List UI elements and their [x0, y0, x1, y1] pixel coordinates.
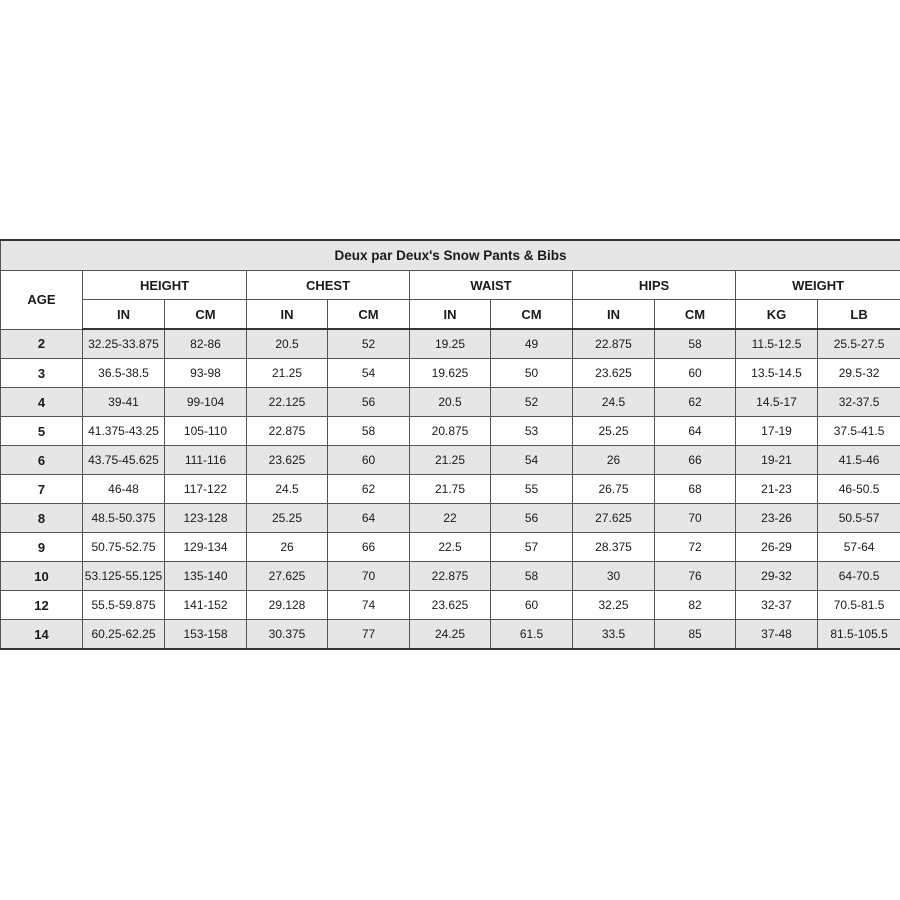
- waist-cm-cell: 53: [491, 417, 573, 446]
- waist-cm-cell: 55: [491, 475, 573, 504]
- height-in-cell: 46-48: [83, 475, 165, 504]
- age-cell: 10: [1, 562, 83, 591]
- chest-cm-cell: 66: [328, 533, 410, 562]
- weight-lb-cell: 81.5-105.5: [818, 620, 900, 650]
- weight-lb-cell: 70.5-81.5: [818, 591, 900, 620]
- hips-cm-cell: 72: [655, 533, 736, 562]
- waist-cm-cell: 52: [491, 388, 573, 417]
- height-cm-cell: 153-158: [165, 620, 247, 650]
- age-cell: 5: [1, 417, 83, 446]
- height-cm-cell: 141-152: [165, 591, 247, 620]
- waist-in-cell: 20.5: [410, 388, 491, 417]
- waist-cm-cell: 56: [491, 504, 573, 533]
- weight-kg-cell: 17-19: [736, 417, 818, 446]
- height-cm-cell: 129-134: [165, 533, 247, 562]
- hips-cm-cell: 60: [655, 359, 736, 388]
- unit-header-height-in: IN: [83, 300, 165, 330]
- age-cell: 2: [1, 329, 83, 359]
- waist-in-cell: 23.625: [410, 591, 491, 620]
- age-cell: 8: [1, 504, 83, 533]
- waist-cm-cell: 57: [491, 533, 573, 562]
- hips-in-cell: 27.625: [573, 504, 655, 533]
- hips-in-cell: 23.625: [573, 359, 655, 388]
- chest-in-cell: 22.125: [247, 388, 328, 417]
- hips-cm-cell: 82: [655, 591, 736, 620]
- chest-in-cell: 21.25: [247, 359, 328, 388]
- weight-kg-cell: 37-48: [736, 620, 818, 650]
- hips-cm-cell: 68: [655, 475, 736, 504]
- waist-cm-cell: 50: [491, 359, 573, 388]
- weight-kg-cell: 19-21: [736, 446, 818, 475]
- table-row: [1, 504, 900, 533]
- waist-cm-cell: 58: [491, 562, 573, 591]
- height-in-cell: 60.25-62.25: [83, 620, 165, 650]
- height-cm-cell: 111-116: [165, 446, 247, 475]
- age-cell: 14: [1, 620, 83, 650]
- weight-kg-cell: 14.5-17: [736, 388, 818, 417]
- waist-in-cell: 22: [410, 504, 491, 533]
- weight-lb-cell: 29.5-32: [818, 359, 900, 388]
- waist-cm-cell: 61.5: [491, 620, 573, 650]
- weight-kg-cell: 11.5-12.5: [736, 329, 818, 359]
- height-in-cell: 50.75-52.75: [83, 533, 165, 562]
- weight-kg-cell: 21-23: [736, 475, 818, 504]
- hips-cm-cell: 58: [655, 329, 736, 359]
- hips-in-cell: 25.25: [573, 417, 655, 446]
- hips-cm-cell: 76: [655, 562, 736, 591]
- height-in-cell: 32.25-33.875: [83, 329, 165, 359]
- hips-in-cell: 26.75: [573, 475, 655, 504]
- group-header-weight: WEIGHT: [736, 271, 900, 300]
- height-cm-cell: 135-140: [165, 562, 247, 591]
- age-cell: 9: [1, 533, 83, 562]
- height-cm-cell: 123-128: [165, 504, 247, 533]
- chest-cm-cell: 52: [328, 329, 410, 359]
- unit-header-hips-cm: CM: [655, 300, 736, 330]
- group-header-waist: WAIST: [410, 271, 573, 300]
- table-row: [1, 591, 900, 620]
- table-row: [1, 475, 900, 504]
- unit-header-height-cm: CM: [165, 300, 247, 330]
- waist-in-cell: 20.875: [410, 417, 491, 446]
- weight-lb-cell: 37.5-41.5: [818, 417, 900, 446]
- table-row: [1, 417, 900, 446]
- weight-lb-cell: 46-50.5: [818, 475, 900, 504]
- weight-lb-cell: 41.5-46: [818, 446, 900, 475]
- weight-kg-cell: 13.5-14.5: [736, 359, 818, 388]
- chest-cm-cell: 60: [328, 446, 410, 475]
- unit-header-hips-in: IN: [573, 300, 655, 330]
- size-table-body: [1, 329, 900, 649]
- chest-cm-cell: 64: [328, 504, 410, 533]
- age-cell: 6: [1, 446, 83, 475]
- table-row: [1, 388, 900, 417]
- waist-cm-cell: 49: [491, 329, 573, 359]
- weight-lb-cell: 32-37.5: [818, 388, 900, 417]
- weight-kg-cell: 32-37: [736, 591, 818, 620]
- weight-kg-cell: 29-32: [736, 562, 818, 591]
- waist-in-cell: 22.875: [410, 562, 491, 591]
- waist-in-cell: 19.625: [410, 359, 491, 388]
- weight-lb-cell: 25.5-27.5: [818, 329, 900, 359]
- hips-in-cell: 24.5: [573, 388, 655, 417]
- waist-in-cell: 19.25: [410, 329, 491, 359]
- chest-in-cell: 27.625: [247, 562, 328, 591]
- waist-in-cell: 21.75: [410, 475, 491, 504]
- age-cell: 7: [1, 475, 83, 504]
- hips-cm-cell: 66: [655, 446, 736, 475]
- table-row: [1, 562, 900, 591]
- height-in-cell: 53.125-55.125: [83, 562, 165, 591]
- unit-header-chest-cm: CM: [328, 300, 410, 330]
- height-cm-cell: 82-86: [165, 329, 247, 359]
- hips-in-cell: 28.375: [573, 533, 655, 562]
- chest-cm-cell: 74: [328, 591, 410, 620]
- chest-cm-cell: 70: [328, 562, 410, 591]
- chest-in-cell: 29.128: [247, 591, 328, 620]
- hips-cm-cell: 64: [655, 417, 736, 446]
- hips-cm-cell: 70: [655, 504, 736, 533]
- unit-header-row: [1, 300, 900, 330]
- table-row: [1, 533, 900, 562]
- height-cm-cell: 93-98: [165, 359, 247, 388]
- chest-in-cell: 23.625: [247, 446, 328, 475]
- table-row: [1, 359, 900, 388]
- chest-in-cell: 26: [247, 533, 328, 562]
- hips-in-cell: 26: [573, 446, 655, 475]
- weight-kg-cell: 23-26: [736, 504, 818, 533]
- height-in-cell: 48.5-50.375: [83, 504, 165, 533]
- height-in-cell: 43.75-45.625: [83, 446, 165, 475]
- age-cell: 12: [1, 591, 83, 620]
- weight-lb-cell: 64-70.5: [818, 562, 900, 591]
- group-header-row: [1, 271, 900, 300]
- hips-in-cell: 32.25: [573, 591, 655, 620]
- height-cm-cell: 105-110: [165, 417, 247, 446]
- height-cm-cell: 117-122: [165, 475, 247, 504]
- age-header: AGE: [1, 271, 83, 330]
- weight-kg-cell: 26-29: [736, 533, 818, 562]
- chest-cm-cell: 56: [328, 388, 410, 417]
- hips-in-cell: 22.875: [573, 329, 655, 359]
- unit-header-waist-in: IN: [410, 300, 491, 330]
- height-in-cell: 36.5-38.5: [83, 359, 165, 388]
- group-header-height: HEIGHT: [83, 271, 247, 300]
- group-header-hips: HIPS: [573, 271, 736, 300]
- table-row: [1, 329, 900, 359]
- table-row: [1, 620, 900, 650]
- size-chart-table: [0, 239, 900, 650]
- chest-cm-cell: 58: [328, 417, 410, 446]
- age-cell: 3: [1, 359, 83, 388]
- chest-cm-cell: 62: [328, 475, 410, 504]
- table-row: [1, 446, 900, 475]
- height-in-cell: 41.375-43.25: [83, 417, 165, 446]
- weight-lb-cell: 50.5-57: [818, 504, 900, 533]
- chest-in-cell: 24.5: [247, 475, 328, 504]
- waist-in-cell: 24.25: [410, 620, 491, 650]
- waist-in-cell: 21.25: [410, 446, 491, 475]
- group-header-chest: CHEST: [247, 271, 410, 300]
- unit-header-weight-kg: KG: [736, 300, 818, 330]
- hips-in-cell: 30: [573, 562, 655, 591]
- chest-in-cell: 30.375: [247, 620, 328, 650]
- height-in-cell: 39-41: [83, 388, 165, 417]
- unit-header-weight-lb: LB: [818, 300, 900, 330]
- unit-header-waist-cm: CM: [491, 300, 573, 330]
- hips-cm-cell: 62: [655, 388, 736, 417]
- height-cm-cell: 99-104: [165, 388, 247, 417]
- hips-in-cell: 33.5: [573, 620, 655, 650]
- age-cell: 4: [1, 388, 83, 417]
- weight-lb-cell: 57-64: [818, 533, 900, 562]
- height-in-cell: 55.5-59.875: [83, 591, 165, 620]
- chest-cm-cell: 54: [328, 359, 410, 388]
- waist-in-cell: 22.5: [410, 533, 491, 562]
- hips-cm-cell: 85: [655, 620, 736, 650]
- chest-cm-cell: 77: [328, 620, 410, 650]
- waist-cm-cell: 60: [491, 591, 573, 620]
- waist-cm-cell: 54: [491, 446, 573, 475]
- unit-header-chest-in: IN: [247, 300, 328, 330]
- chest-in-cell: 22.875: [247, 417, 328, 446]
- table-title: Deux par Deux's Snow Pants & Bibs: [1, 240, 900, 271]
- chest-in-cell: 20.5: [247, 329, 328, 359]
- chest-in-cell: 25.25: [247, 504, 328, 533]
